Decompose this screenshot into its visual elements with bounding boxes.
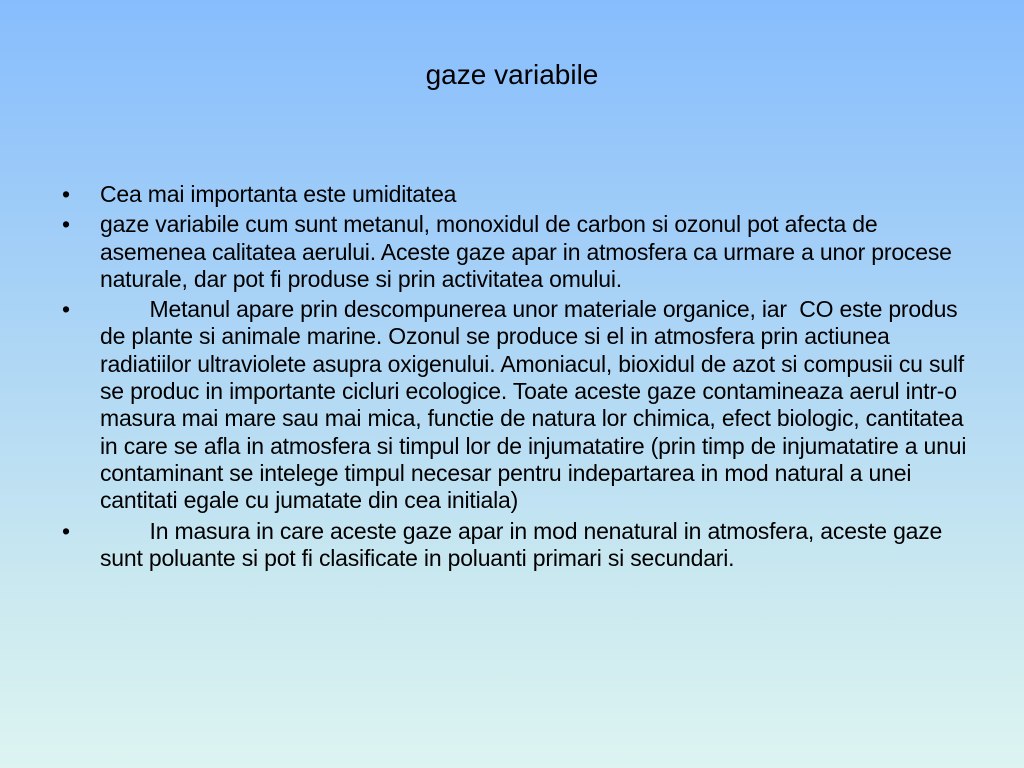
bullet-item-4 [62, 518, 972, 573]
bullet-item-1 [62, 181, 972, 208]
bullet-icon: • [62, 296, 70, 323]
bullet-text: Metanul apare prin descompunerea unor materiale organice, iar CO este produs de plante si animale marine. Ozonul se produce si el in atmosfera prin actiunea radiatiilor ultraviolete asupra oxigenului. Amoniacul, bioxidul de azot si compusii cu sulf se produc in importante cicluri ecologice. Toate aceste gaze contamineaza aerul intr-o masura mai mare sau mai mica, functie de natura lor chimica, efect biologic, cantitatea in care se afla in atmosfera si timpul lor de injumatatire (prin timp de injumatatire a unui contaminant se intelege timpul necesar pentru indepartarea in mod natural a unei cantitati egale cu jumatate din cea initiala) [100, 296, 973, 514]
slide-title: gaze variabile [425, 59, 599, 90]
bullet-icon: • [62, 181, 70, 207]
bullet-list [62, 181, 972, 575]
bullet-item-2 [62, 211, 972, 293]
bullet-text: In masura in care aceste gaze apar in mod nenatural in atmosfera, aceste gaze sunt poluante si pot fi clasificate in poluanti primari si secundari. [100, 517, 949, 571]
bullet-item-3 [62, 296, 972, 514]
bullet-icon: • [62, 211, 70, 238]
bullet-text: gaze variabile cum sunt metanul, monoxidul de carbon si ozonul pot afecta de asemenea calitatea aerului. Aceste gaze apar in atmosfera ca urmare a unor procese naturale, dar pot fi produse si prin activitatea omului. [100, 211, 958, 292]
bullet-text: Cea mai importanta este umiditatea [100, 181, 457, 207]
bullet-icon: • [62, 517, 70, 544]
